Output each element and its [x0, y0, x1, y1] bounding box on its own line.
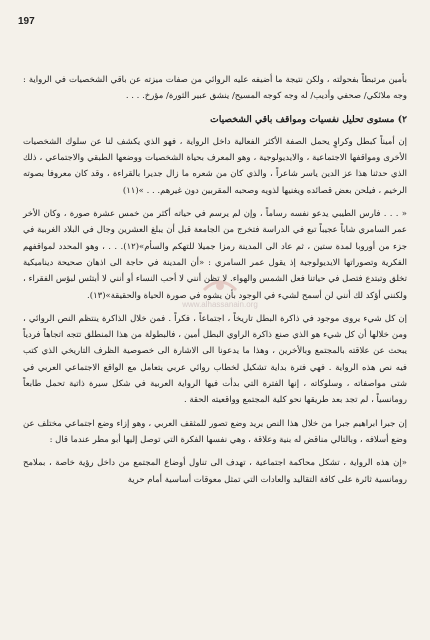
watermark-text: www.alhassanain.org	[182, 300, 258, 309]
paragraph-3: « . . . فارس الطيبي يدعو نفسه رساماً ، وإن لم يرسم في حياته أكثر من خمس عشرة صورة ، وكان الأخر عمر السامري شاباً عجيباً تبع في الدراسة فتخرج من الجامعة قبل أن يبلغ العشرين وجال في البلاد الغربية في جزء من أوروبا لمدة ستين ، ثم عاد الى المدينة رمزا جميلا للتهكم والسأم»(١٢). . . ، وهو المحدد لمواقفهم الفكرية وتصوراتها الايديولوجية إذ يقول عمر السامري : «أن المدينة في حاجة الى اذهان صحيحة ديناميكية تخلق وتبتدع فتصل في حياتنا فعل الشمس والهواء. لا تظن أنني لا أحب النساء أو أنني لا أبتئس لبؤس الفقراء ، ولكنني أؤكد لك أنني لن أسمح لشيء في الوجود بأن يشوه في صورة الحياة والحقيقة»(١٣).	[23, 209, 407, 301]
paragraph-5: إن جبرا ابراهيم جبرا من خلال هذا النص يريد وضع تصور للمثقف العربي ، وهو إزاء وضع اجتماعي مختلف عن وضع أسلافه ، وبالتالي مناقض له بنية وعلاقة ، وهي نفسها الفكرة التي توصل إليها أبو مطر عندما قال :	[23, 418, 407, 445]
page-number: 197	[18, 16, 35, 27]
paragraph-1: بأمين مرتبطاً بفحولته ، ولكن نتيجة ما أضيفه عليه الروائي من صفات ميزته عن باقي الشخصيات في الرواية : وجه ملائكي/ صحفي وأديب/ له وجه كوجه المسيح/ ينشق عبير الثورة/ مؤرخ. . . .	[23, 75, 407, 102]
body-text	[23, 72, 407, 488]
paragraph-6: «إن هذه الرواية ، تشكل محاكمة اجتماعية ، تهدف الى تناول أوضاع المجتمع من داخل رؤية خاصة ، بملامح رومانسية ثائرة على كافة التقاليد والعادات التي تمثل معوقات أساسية أمام حرية	[23, 458, 407, 485]
paragraph-4: إن كل شيء يروى موجود في ذاكرة البطل تاريخاً ، اجتماعاً ، فكراً . فمن خلال الذاكرة ينتظم النص الروائي ، ومن خلالها أن كل شيء هو الذي صنع ذاكرة الراوي البطل أمين ، فالبطولة من هذا المنطلق تتجه اتجاهاً فردياً يبحث عن علاقته بالمجتمع وبالأخرين ، وهذا ما يدعونا الى الاشارة الى خصوصية الظرف التاريخي الذي كتب فيه نص هذه الرواية . فهي فترة بداية تشكيل لخطاب روائي عربي يتعامل مع الواقع الاجتماعي العربي في شتى مواصفاته ، وسلوكاته ، إنها الفترة التي بدأت فيها الرواية العربية في شكل سيرة ذاتية تحمل طابعاً رومانسياً ، لم تجد بعد طريقها نحو كلية المجتمع وواقعيته الحقة .	[23, 313, 407, 406]
paragraph-2: إن أميناً كبطل وكراوٍ يحمل الصفة الأكثر الفعالية داخل الرواية ، فهو الذي يكشف لنا عن سلوك الشخصيات الأخرى ومواقفها الاجتماعية ، والايديولوجية ، وهو المعرف بحياة الشخصيات ووضعها الطبقي والاجتماعي ، ذلك الذي حدثنا هذا عز الدين ياسر شاعراً ، والذي كان من شعره ما زال جديرا بالقراءة ، وقد كان معروفا بصوته الرخيم ، فيلحن بعض قصائده ويغنيها لذويه وصحبه المقربين دون غيرهم. . . »(١١)	[23, 136, 407, 196]
section-heading: ٢) مستوى تحليل نفسيات ومواقف باقي الشخصيات	[210, 113, 407, 125]
